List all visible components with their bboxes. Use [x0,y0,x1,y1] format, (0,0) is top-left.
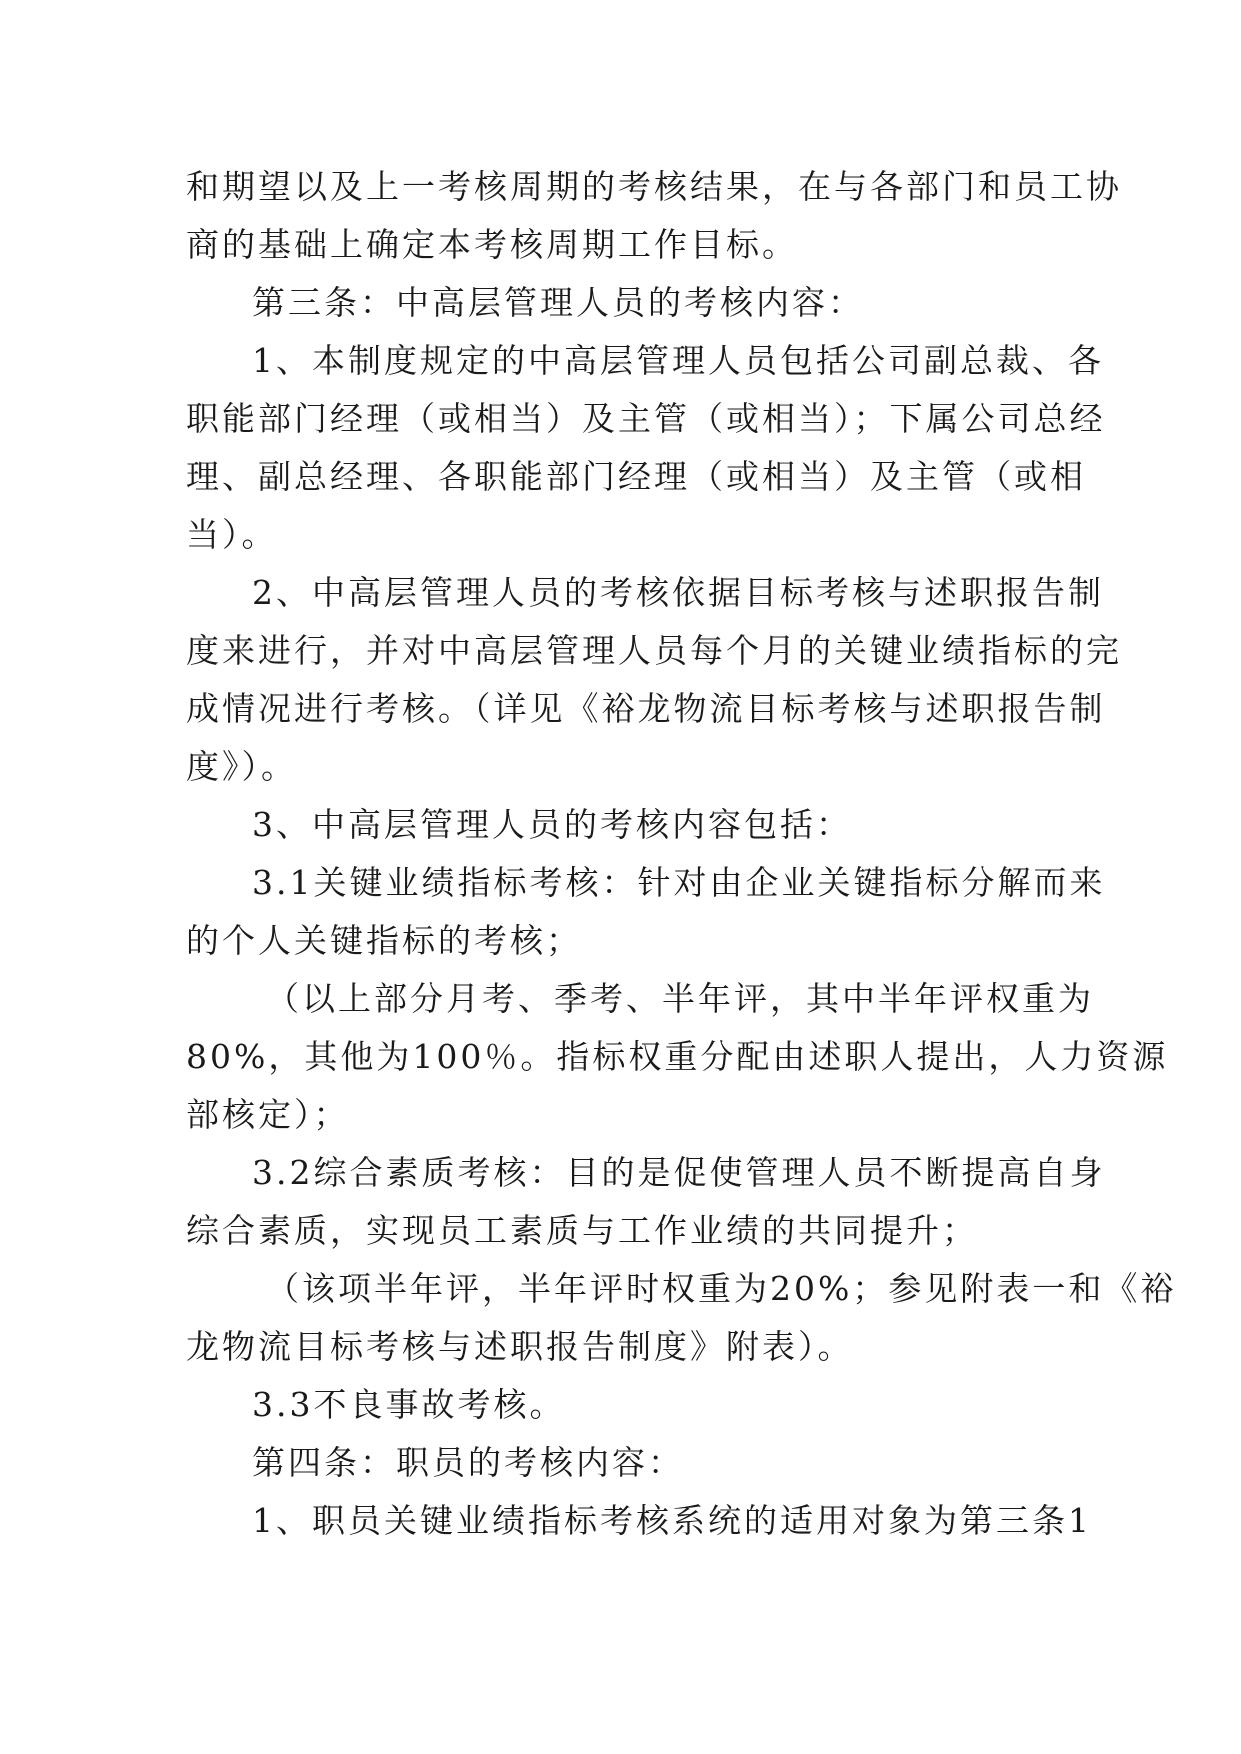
paragraph-line: 80%，其他为100％。指标权重分配由述职人提出，人力资源 [186,1037,1169,1076]
paragraph-line: 1、职员关键业绩指标考核系统的适用对象为第三条1 [252,1501,1092,1540]
paragraph-line: 成情况进行考核。（详见《裕龙物流目标考核与述职报告制 [186,689,1106,728]
paragraph-line: 3.3不良事故考核。 [252,1385,566,1424]
paragraph-line: 龙物流目标考核与述职报告制度》附表）。 [186,1327,854,1366]
paragraph-line: 3、中高层管理人员的考核内容包括： [252,805,852,844]
paragraph-line: 3.1关键业绩指标考核：针对由企业关键指标分解而来 [252,863,1106,902]
paragraph-line: （该项半年评，半年评时权重为20%；参见附表一和《裕 [266,1269,1177,1308]
paragraph-line: 和期望以及上一考核周期的考核结果，在与各部门和员工协 [186,167,1122,206]
paragraph-line: 商的基础上确定本考核周期工作目标。 [186,225,798,264]
paragraph-line: 理、副总经理、各职能部门经理（或相当）及主管（或相 [186,457,1086,496]
paragraph-line: 综合素质，实现员工素质与工作业绩的共同提升； [186,1211,978,1250]
paragraph-line: 部核定）； [186,1095,350,1134]
section-heading: 第三条：中高层管理人员的考核内容： [252,283,864,322]
paragraph-line: 当）。 [186,515,278,554]
paragraph-line: （以上部分月考、季考、半年评，其中半年评权重为 [266,979,1094,1018]
paragraph-line: 3.2综合素质考核：目的是促使管理人员不断提高自身 [252,1153,1106,1192]
section-heading: 第四条：职员的考核内容： [252,1443,684,1482]
paragraph-line: 1、本制度规定的中高层管理人员包括公司副总裁、各 [252,341,1104,380]
paragraph-line: 度》）。 [186,747,297,786]
paragraph-line: 职能部门经理（或相当）及主管（或相当）；下属公司总经 [186,399,1106,438]
document-body [186,158,1177,1550]
paragraph-line: 度来进行，并对中高层管理人员每个月的关键业绩指标的完 [186,631,1122,670]
paragraph-line: 的个人关键指标的考核； [186,921,582,960]
paragraph-line: 2、中高层管理人员的考核依据目标考核与述职报告制 [252,573,1104,612]
